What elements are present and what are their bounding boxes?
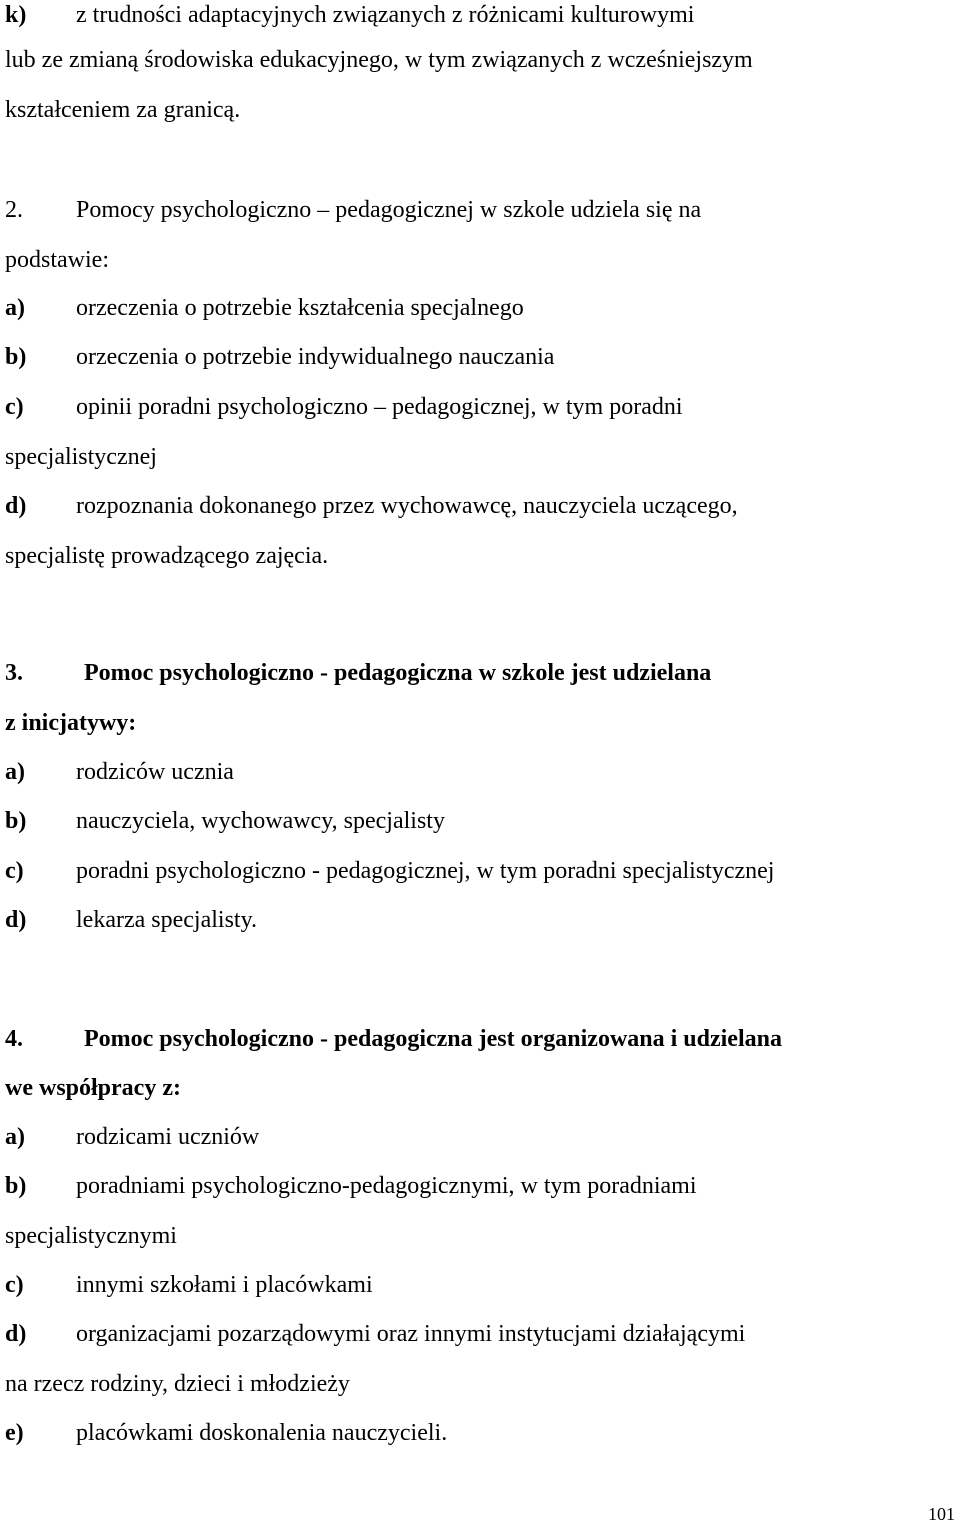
item-text: organizacjami pozarządowymi oraz innymi instytucjami działającymi bbox=[76, 1321, 746, 1347]
item-text: orzeczenia o potrzebie indywidualnego nauczania bbox=[76, 344, 555, 370]
page-number: 101 bbox=[928, 1504, 955, 1524]
item-label: a) bbox=[5, 295, 25, 321]
section-2-item-d-cont: specjalistę prowadzącego zajęcia. bbox=[5, 543, 329, 569]
item-text: placówkami doskonalenia nauczycieli. bbox=[76, 1420, 448, 1446]
section-3-item-b bbox=[5, 806, 445, 836]
item-k-line2: lub ze zmianą środowiska edukacyjnego, w tym związanych z wcześniejszym bbox=[5, 47, 753, 73]
item-text: rodziców ucznia bbox=[76, 759, 234, 785]
item-text: orzeczenia o potrzebie kształcenia specjalnego bbox=[76, 295, 524, 321]
item-text: nauczyciela, wychowawcy, specjalisty bbox=[76, 808, 445, 834]
section-3-item-d bbox=[5, 905, 257, 935]
item-k-line3: kształceniem za granicą. bbox=[5, 97, 241, 123]
section-heading-text: Pomoc psychologiczno - pedagogiczna jest organizowana i udzielana bbox=[84, 1026, 782, 1052]
section-4-item-c bbox=[5, 1270, 373, 1300]
item-text: rodzicami uczniów bbox=[76, 1124, 260, 1150]
item-label: e) bbox=[5, 1420, 24, 1446]
section-heading-text: Pomocy psychologiczno – pedagogicznej w szkole udziela się na bbox=[76, 197, 702, 223]
section-2-item-a bbox=[5, 293, 524, 323]
section-3-heading bbox=[5, 658, 711, 688]
item-label: a) bbox=[5, 1124, 25, 1150]
section-3-item-a bbox=[5, 757, 234, 787]
item-label: d) bbox=[5, 907, 27, 933]
section-number: 4. bbox=[5, 1026, 23, 1052]
section-3-heading-cont: z inicjatywy: bbox=[5, 710, 137, 736]
section-4-item-d bbox=[5, 1319, 745, 1349]
item-label: c) bbox=[5, 1272, 24, 1298]
item-text: lekarza specjalisty. bbox=[76, 907, 258, 933]
section-2-heading bbox=[5, 195, 701, 225]
item-text: rozpoznania dokonanego przez wychowawcę, nauczyciela uczącego, bbox=[76, 493, 738, 519]
item-label: b) bbox=[5, 808, 27, 834]
section-number: 3. bbox=[5, 660, 23, 686]
item-label: b) bbox=[5, 1173, 27, 1199]
item-label: d) bbox=[5, 493, 27, 519]
item-text: poradniami psychologiczno-pedagogicznymi, w tym poradniami bbox=[76, 1173, 697, 1199]
section-4-heading-cont: we współpracy z: bbox=[5, 1075, 181, 1101]
section-number: 2. bbox=[5, 197, 23, 223]
section-4-item-b-cont: specjalistycznymi bbox=[5, 1223, 177, 1249]
section-2-heading-cont: podstawie: bbox=[5, 247, 109, 273]
item-label: d) bbox=[5, 1321, 27, 1347]
item-text: z trudności adaptacyjnych związanych z różnicami kulturowymi bbox=[76, 2, 695, 28]
section-4-item-a bbox=[5, 1122, 259, 1152]
section-4-heading bbox=[5, 1024, 782, 1054]
section-2-item-b bbox=[5, 342, 554, 372]
item-k-line1 bbox=[5, 0, 694, 30]
item-text: opinii poradni psychologiczno – pedagogicznej, w tym poradni bbox=[76, 394, 683, 420]
item-label: a) bbox=[5, 759, 25, 785]
item-label: b) bbox=[5, 344, 27, 370]
section-4-item-e bbox=[5, 1418, 447, 1448]
section-3-item-c bbox=[5, 856, 774, 886]
section-2-item-d bbox=[5, 491, 738, 521]
item-text: poradni psychologiczno - pedagogicznej, w tym poradni specjalistycznej bbox=[76, 858, 775, 884]
section-2-item-c-cont: specjalistycznej bbox=[5, 444, 157, 470]
section-4-item-d-cont: na rzecz rodziny, dzieci i młodzieży bbox=[5, 1371, 350, 1397]
item-label: k) bbox=[5, 2, 27, 28]
section-2-item-c bbox=[5, 392, 683, 422]
section-4-item-b bbox=[5, 1171, 697, 1201]
item-label: c) bbox=[5, 858, 24, 884]
section-heading-text: Pomoc psychologiczno - pedagogiczna w szkole jest udzielana bbox=[84, 660, 712, 686]
item-text: innymi szkołami i placówkami bbox=[76, 1272, 373, 1298]
item-label: c) bbox=[5, 394, 24, 420]
